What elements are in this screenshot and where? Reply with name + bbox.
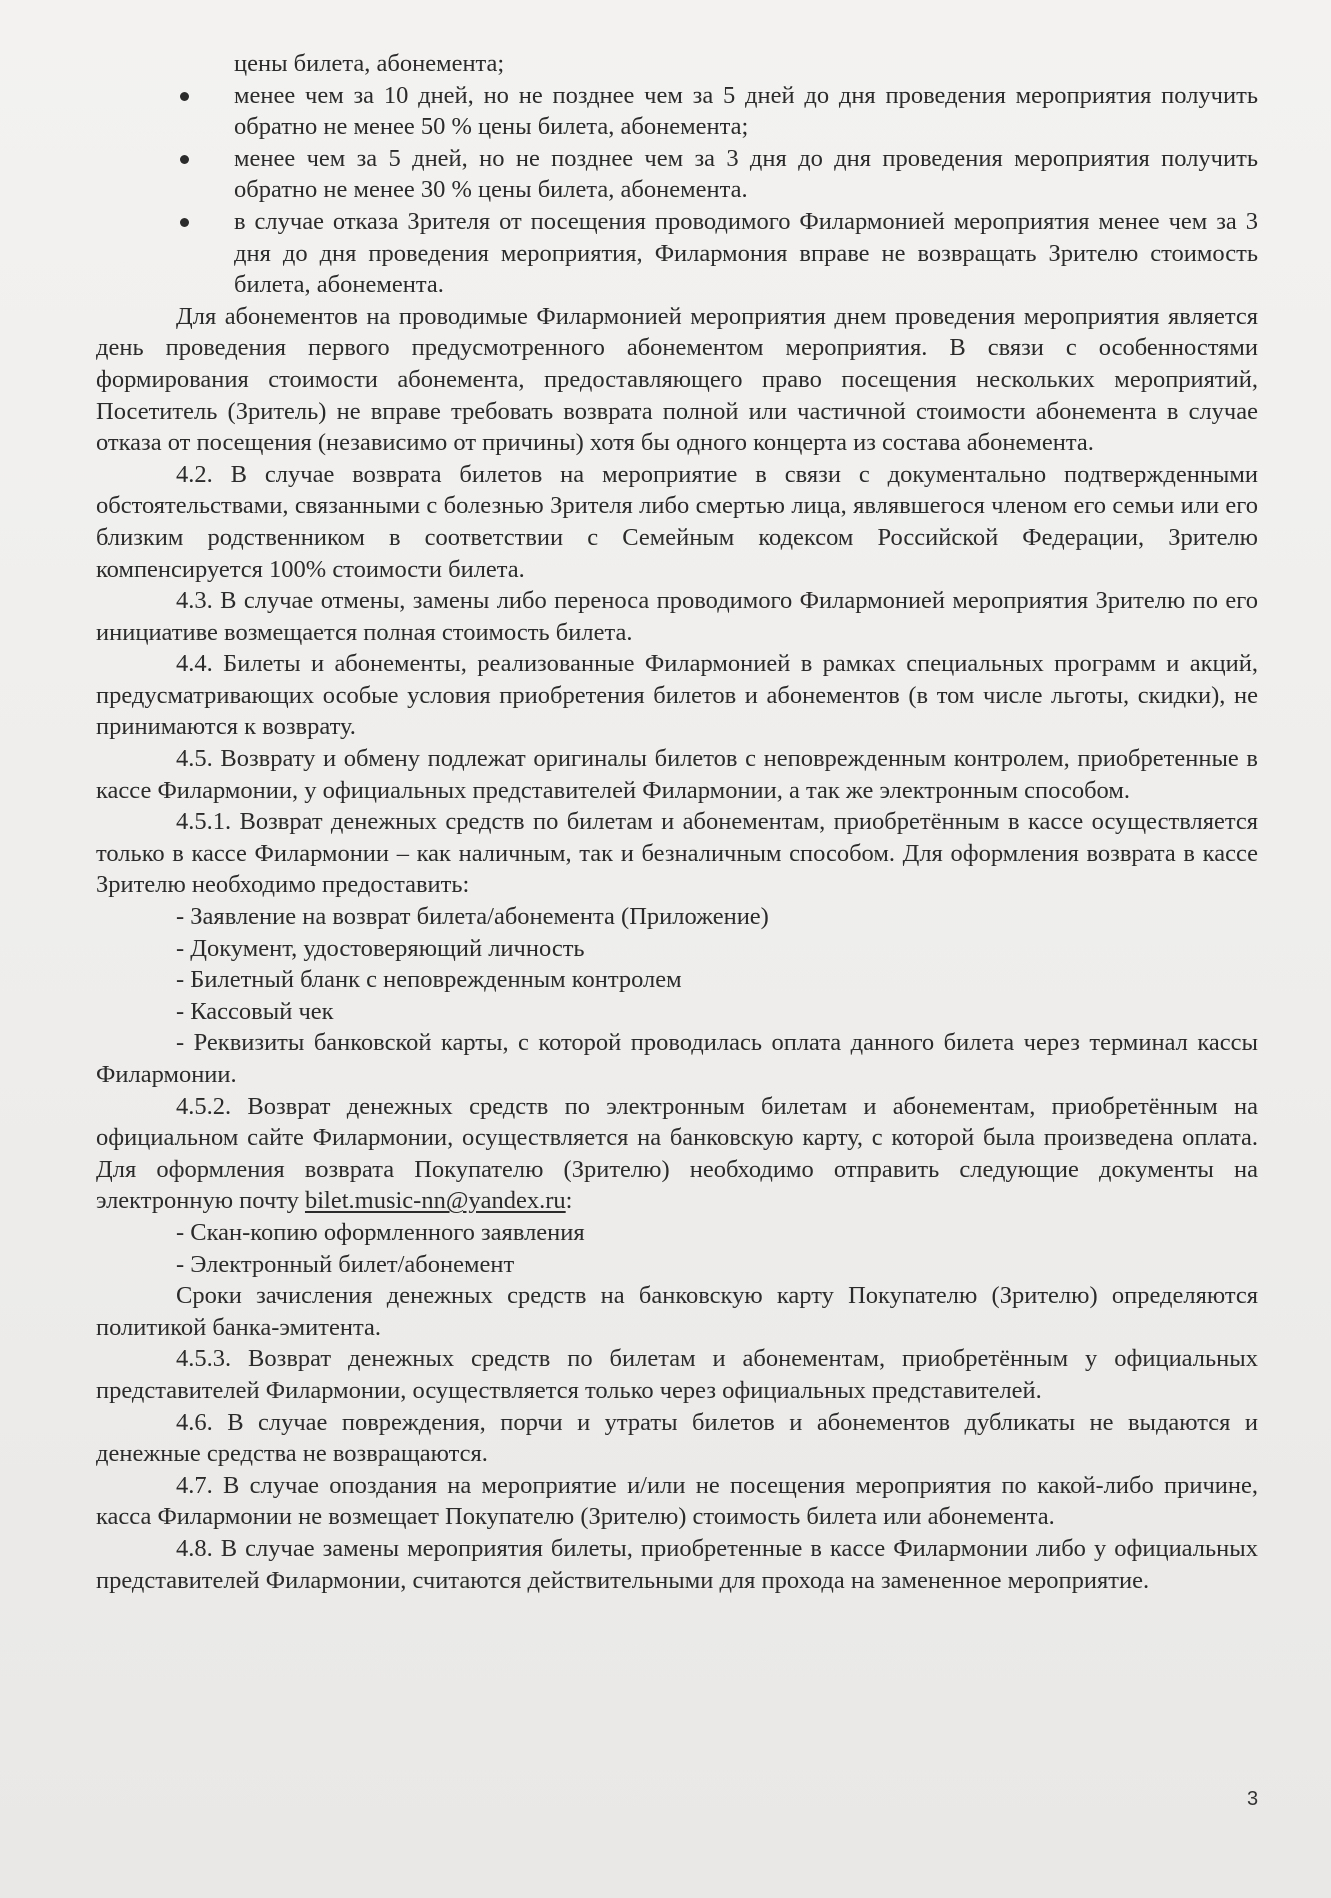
paragraph-4-8: 4.8. В случае замены мероприятия билеты, приобретенные в кассе Филармонии либо у официальных представителей Филармонии, считаются действительными для прохода на замененное мероприятие. <box>96 1534 1258 1594</box>
email-suffix: : <box>565 1187 573 1215</box>
document-body <box>96 48 1258 1596</box>
paragraph-subscriptions: Для абонементов на проводимые Филармонией мероприятия днем проведения мероприятия является день проведения первого предусмотренного абонементом мероприятия. В связи с особенностями формирования стоимости абонемента, предоставляющего право посещения нескольких мероприятий, Посетитель (Зритель) не вправе требовать возврата полной или частичной стоимости абонемента в случае отказа от посещения (независимо от причины) хотя бы одного концерта из состава абонемента. <box>96 302 1258 457</box>
list-item: - Скан-копию оформленного заявления <box>176 1218 585 1246</box>
paragraph-4-5: 4.5. Возврату и обмену подлежат оригиналы билетов с неповрежденным контролем, приобретенные в кассе Филармонии, у официальных представителей Филармонии, а так же электронным способом. <box>96 745 1258 804</box>
list-item: - Электронный билет/абонемент <box>176 1250 515 1278</box>
list-item: - Кассовый чек <box>176 997 334 1025</box>
list-item: в случае отказа Зрителя от посещения проводимого Филармонией мероприятия менее чем за 3 дня до дня проведения мероприятия, Филармония вправе не возвращать Зрителю стоимость билета, абонемента. <box>234 206 1258 301</box>
paragraph-4-6: 4.6. В случае повреждения, порчи и утраты билетов и абонементов дубликаты не выдаются и денежные средства не возвращаются. <box>96 1408 1258 1468</box>
paragraph-4-5-2-text: 4.5.2. Возврат денежных средств по электронным билетам и абонементам, приобретённым на официальном сайте Филармонии, осуществляется на банковскую карту, с которой была произведена оплата. Для оформления возврата Покупателю (Зрителю) необходимо отправить следующие документы на электронную почту <box>96 1092 1258 1215</box>
list-item: - Реквизиты банковской карты, с которой проводилась оплата данного билета через терминал кассы Филармонии. <box>96 1029 1258 1088</box>
refund-terms-list <box>96 80 1258 301</box>
paragraph-4-5-2 <box>96 1091 1258 1217</box>
list-item: - Билетный бланк с неповрежденным контролем <box>176 966 682 994</box>
list-item: менее чем за 5 дней, но не позднее чем за 3 дня до дня проведения мероприятия получить обратно не менее 30 % цены билета, абонемента. <box>234 143 1258 206</box>
paragraph-4-3: 4.3. В случае отмены, замены либо переноса проводимого Филармонией мероприятия Зрителю по его инициативе возмещается полная стоимость билета. <box>96 587 1258 646</box>
paragraph-4-2: 4.2. В случае возврата билетов на мероприятие в связи с документально подтвержденными обстоятельствами, связанными с болезнью Зрителя либо смертью лица, являвшегося членом его семьи или его близким родственником в соответствии с Семейным кодексом Российской Федерации, Зрителю компенсируется 100% стоимости билета. <box>96 460 1258 583</box>
paragraph-4-7: 4.7. В случае опоздания на мероприятие и/или не посещения мероприятия по какой-либо причине, касса Филармонии не возмещает Покупателю (Зрителю) стоимость билета или абонемента. <box>96 1471 1258 1531</box>
lead-continuation: цены билета, абонемента; <box>234 50 505 77</box>
list-item: - Документ, удостоверяющий личность <box>176 934 585 962</box>
paragraph-4-4: 4.4. Билеты и абонементы, реализованные Филармонией в рамках специальных программ и акций, предусматривающих особые условия приобретения билетов и абонементов (в том числе льготы, скидки), не принимаются к возврату. <box>96 650 1258 741</box>
list-item: - Заявление на возврат билета/абонемента (Приложение) <box>176 903 769 931</box>
email-link[interactable]: bilet.music-nn@yandex.ru <box>304 1187 566 1215</box>
paragraph-4-5-1: 4.5.1. Возврат денежных средств по билетам и абонементам, приобретённым в кассе осуществляется только в кассе Филармонии – как наличным, так и безналичным способом. Для оформления возврата в кассе Зрителю необходимо предоставить: <box>96 808 1258 899</box>
paragraph-bank-terms: Сроки зачисления денежных средств на банковскую карту Покупателю (Зрителю) определяются политикой банка-эмитента. <box>96 1282 1258 1341</box>
page-number: 3 <box>1247 1788 1259 1810</box>
list-item: менее чем за 10 дней, но не позднее чем за 5 дней до дня проведения мероприятия получить обратно не менее 50 % цены билета, абонемента; <box>234 80 1258 143</box>
paragraph-4-5-3: 4.5.3. Возврат денежных средств по билетам и абонементам, приобретённым у официальных представителей Филармонии, осуществляется только через официальных представителей. <box>96 1345 1258 1404</box>
